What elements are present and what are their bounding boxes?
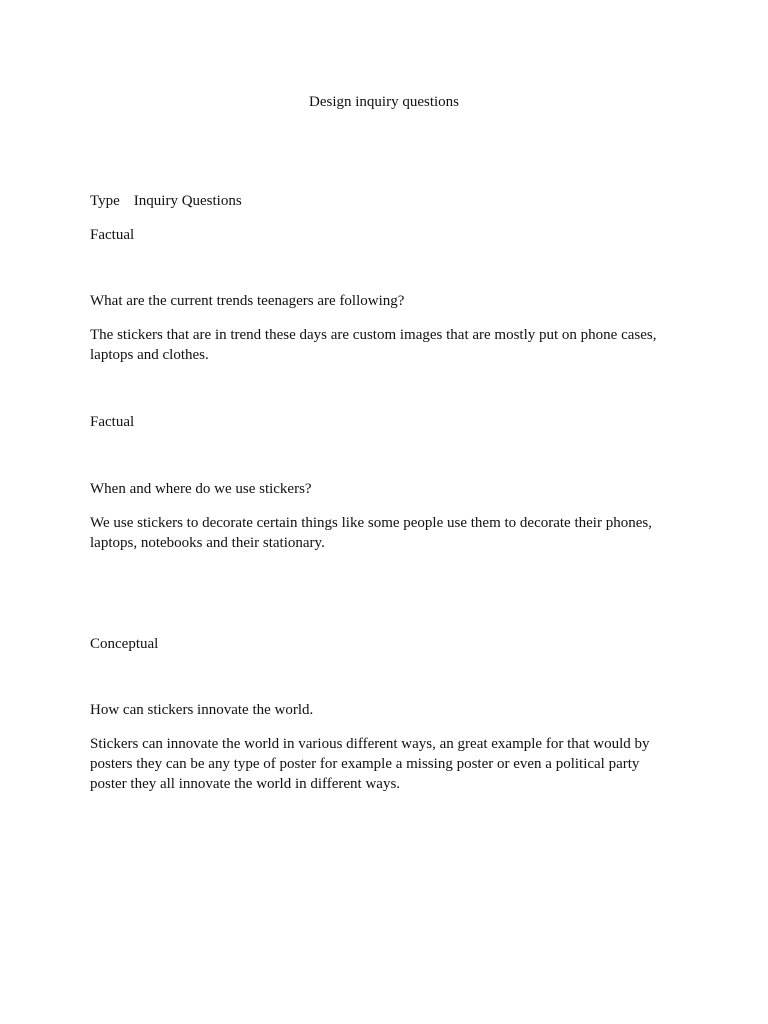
section-3-question: How can stickers innovate the world. xyxy=(90,702,314,718)
section-2-question: When and where do we use stickers? xyxy=(90,481,312,497)
section-3-type: Conceptual xyxy=(90,636,159,652)
section-1-type: Factual xyxy=(90,227,135,243)
section-1-question: What are the current trends teenagers are following? xyxy=(90,293,405,309)
section-2-type: Factual xyxy=(90,414,135,430)
document-title: Design inquiry questions xyxy=(309,94,459,110)
section-1-answer: The stickers that are in trend these days are custom images that are mostly put on phone cases, laptops and clothes. xyxy=(90,327,657,363)
section-2-answer: We use stickers to decorate certain things like some people use them to decorate their phones, laptops, notebooks and their stationary. xyxy=(90,515,652,551)
inquiry-questions-column-label: Inquiry Questions xyxy=(133,193,242,209)
section-3-answer: Stickers can innovate the world in various different ways, an great example for that would by posters they can be any type of poster for example a missing poster or even a political party poster they all innovate the world in different ways. xyxy=(90,736,650,792)
type-column-label: Type xyxy=(90,193,120,209)
table-header xyxy=(90,191,242,211)
